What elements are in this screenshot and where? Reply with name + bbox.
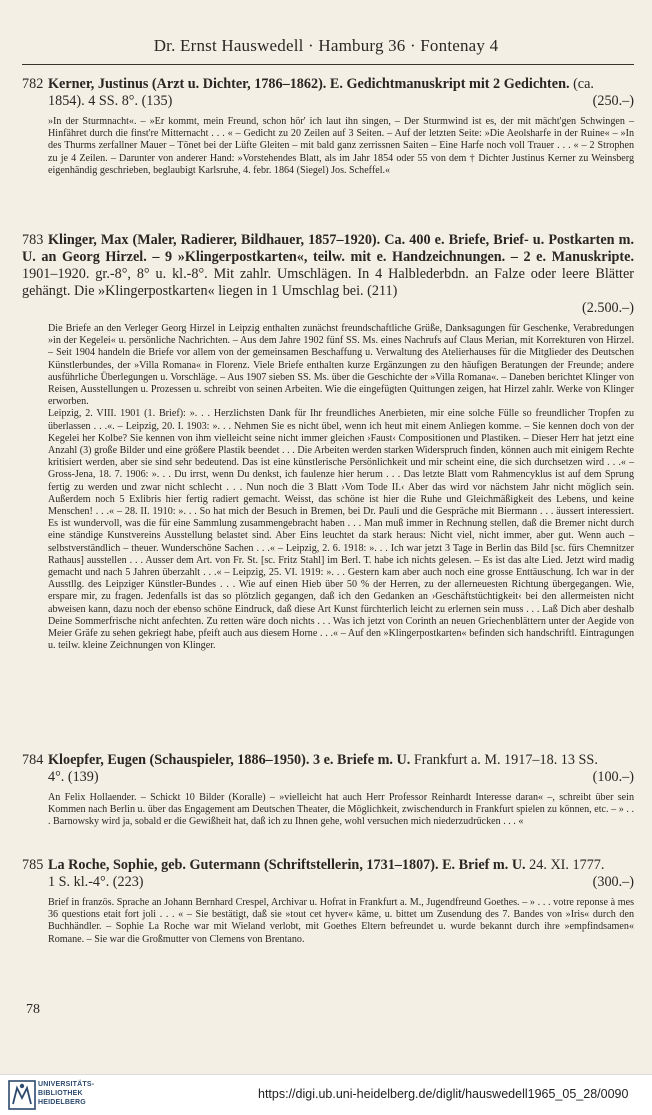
university-seal-icon xyxy=(8,1080,36,1110)
lot-number: 782 xyxy=(22,76,44,92)
lot-subline xyxy=(22,300,634,317)
lot-heading xyxy=(22,232,634,300)
description-paragraph: Leipzig, 2. VIII. 1901 (1. Brief): ». . . Herzlichsten Dank für Ihr freundliches Anerbieten, mir eine solche Fülle so freundlicher Tropfen zu überlassen . . .«. – Leipzig, 20. I. 1903: ». . . Nehmen Sie es nicht übel, wenn ich heut mit einem Anliegen komme. – Sie kennen doch von der Kegelei her Kolbe? Sie kennen von ihm vielleicht seine nicht immer gleichen ›Faust‹ Compositionen und Plastiken. – Dieser Herr hat jetzt eine Anzahl (3) große Bilder und eine größere Plastik beendet . . . Die Arbeiten werden starken Widerspruch finden, können auch mit einigem Rechte kritisiert werden, aber sie sind sehr bedeutend. Das ist eine künstlerische Persönlichkeit und mir scheint eine, die sich durchsetzen wird . . .« – Gross-Jena, 18. 7. 1906: ». . . Du irrst, wenn Du denkst, ich faulenze hier herum . . . Das letzte Blatt vom Rahmencyklus ist auf dem Sprung fertig zu werden und zwar nicht schlecht . . . Nun noch die 3 Blatt ›Vom Tode II.‹ Aber das wird vor nächstem Jahr nicht möglich sein. Außerdem noch 5 Exlibris hier fertig radiert gemacht. Weisst, das schöne ist hier die Ruhe und Gleichmäßigkeit des Lebens, und keine Menschen! . . .« – 28. II. 1910: ». . . So hat mich der Besuch in Bremen, bei Dr. Pauli und die Gespräche mit Biermann . . . äussert interessiert. Es ist wundervoll, was die für eine Sammlung zusammengebracht haben . . . Man muß immer in Rechnung stellen, daß die Bremer nicht durch eine ständige Kunstvereins Ausstellung belastet sind. Aber Eins leuchtet da stark heraus: Nicht viel, nicht immer, aber gut. Wenn auch – selbstverständlich – theuer. Wunderschöne Sachen . . .« – Leipzig, 2. 6. 1918: ». . . Ich war jetzt 3 Tage in Berlin das Bild [sc. fürs Chemnitzer Rathaus] ausstellen . . . Ausser dem Art. von Fr. St. [sc. Fritz Stahl] im Berl. T. habe ich nichts gelesen. – Es ist das alte Lied. Jetzt wird madig gemacht und nach 5 Jahren überzahlt . . .« – Leipzig, 25. VI. 1919: ». . . Gestern kam aber auch noch eine grosse Enttäuschung. Ich war in der Ausstllg. des Leipziger Künstler-Bundes . . . Wie auf einen Hieb über 50 % der Herren, zu der allerneuesten Richtung übergegangen. Wie, erspare mir, zu fragen. Jedenfalls ist das so plötzlich gegangen, daß ich den Gedanken an ›Geschäftstüchtigkeit‹ bei den allermeisten nicht abweisen kann, dazu noch der ebenso schöne Eindruck, daß diese Art Kunst fürchterlich leicht zu erlernen sein muss . . . Laß Dich aber deshalb Deine Sommerfrische nicht anfechten. Zu retten wäre doch nichts . . . Was ich jetzt von Corinth an neuen Griechenblättern unter der Aegide von Meier Gräfe zu sehen gekriegt habe, pfeift auch aus diesem Horne . . .« – Auf den »Klingerpostkarten« befinden sich handschriftl. Eintragungen u. teilw. kleine Zeichnungen von Klinger. xyxy=(48,408,634,652)
lot-details: Frankfurt a. M. 1917–18. 13 SS. xyxy=(410,752,598,768)
lot-entry-785 xyxy=(22,857,634,946)
lot-title: Kerner, Justinus (Arzt u. Dichter, 1786–1862). E. Gedichtmanuskript mit 2 Gedichten. xyxy=(48,76,570,92)
lot-description xyxy=(22,323,634,652)
digitization-footer xyxy=(0,1074,652,1115)
lot-subline xyxy=(22,93,634,110)
header-rule xyxy=(22,64,634,65)
lot-entry-782 xyxy=(22,76,634,177)
permalink[interactable]: https://digi.ub.uni-heidelberg.de/diglit/hauswedell1965_05_28/0090 xyxy=(258,1087,629,1101)
lot-number: 783 xyxy=(22,232,44,248)
lot-heading xyxy=(22,76,634,93)
lot-number: 784 xyxy=(22,752,44,768)
lot-price: (100.–) xyxy=(592,769,634,785)
lot-number: 785 xyxy=(22,857,44,873)
library-name: UNIVERSITÄTS- BIBLIOTHEK HEIDELBERG xyxy=(38,1081,95,1106)
lot-price: (250.–) xyxy=(592,93,634,109)
lot-details: 1901–1920. gr.-8°, 8° u. kl.-8°. Mit zahlr. Umschlägen. In 4 Halblederbdn. an Falze oder leere Blätter gehängt. Die »Klingerpostkarten« liegen in 1 Umschlag bei. (211) xyxy=(22,266,634,299)
lot-format: 1 S. kl.-4°. (223) xyxy=(48,874,144,890)
lot-heading xyxy=(22,752,634,769)
lot-subline xyxy=(22,874,634,891)
lot-format: 1854). 4 SS. 8°. (135) xyxy=(48,93,173,109)
description-paragraph: Brief in französ. Sprache an Johann Bernhard Crespel, Archivar u. Hofrat in Frankfurt a. M., Jugendfreund Goethes. – » . . . votre reponse à mes 36 questions etait fort joli . . . « – Sie bestätigt, daß sie »tout cet hyver« käme, u. bittet um Zusendung des 7. Bandes von »Iris« durch den Buchhändler. – Sophie La Roche war mit Wieland verlobt, mit Goethes Eltern befreundet u. wurde bekannt durch ihre »empfindsamen« Romane. – Sie war die Großmutter von Clemens von Brentano. xyxy=(48,897,634,945)
description-paragraph: An Felix Hollaender. – Schickt 10 Bilder (Koralle) – »vielleicht hat auch Herr Professor Reinhardt Interesse daran« –, schreibt über sein Kommen nach Berlin u. über das Engagement am Deutschen Theater, die Möglichkeit, zwischendurch in Frankfurt spielen zu können, etc. – » . . . Barnowsky wird ja, sobald er die Gewißheit hat, daß ich zu Ihnen gehe, wohl versuchen mich niederzudrücken . . . « xyxy=(48,792,634,828)
lot-heading xyxy=(22,857,634,874)
lot-description xyxy=(22,897,634,946)
lot-title: Kloepfer, Eugen (Schauspieler, 1886–1950). 3 e. Briefe m. U. xyxy=(48,752,411,768)
lot-details: 24. XI. 1777. xyxy=(525,857,605,873)
page-number: 78 xyxy=(26,1002,40,1017)
lot-title: La Roche, Sophie, geb. Gutermann (Schriftstellerin, 1731–1807). E. Brief m. U. xyxy=(48,857,526,873)
lot-title: Klinger, Max (Maler, Radierer, Bildhauer, 1857–1920). Ca. 400 e. Briefe, Brief- u. Postkarten m. U. an Georg Hirzel. – 9 »Klingerpostkarten«, teilw. mit e. Handzeichnungen. – 2 e. Manuskripte. xyxy=(22,232,634,265)
lot-entry-783 xyxy=(22,232,634,652)
running-head: Dr. Ernst Hauswedell · Hamburg 36 · Fontenay 4 xyxy=(153,36,499,55)
lot-price: (300.–) xyxy=(592,874,634,890)
lot-entry-784 xyxy=(22,752,634,829)
lot-subline xyxy=(22,769,634,786)
lot-details: (ca. xyxy=(569,76,594,92)
lot-description xyxy=(22,116,634,177)
description-paragraph: »In der Sturmnacht«. – »Er kommt, mein Freund, schon hör' ich laut ihn singen, – Der Sturmwind ist es, der mit mächt'gen Schwingen – Hinfähret durch die finst're Mitternacht . . . « – Gedicht zu 20 Zeilen auf 3 Seiten. – Auf der letzten Seite: »Die Aeolsharfe in der Ruine« – »In des Thurms zerfallner Mauer – Tönet bei der Lüfte Gleiten – mit bald ganz zerrissnen Saiten – Eine Harfe noch voll Trauer . . . « – 2 Strophen zu je 4 Zeilen. – Darunter von anderer Hand: »Vorstehendes Blatt, als im Jahr 1854 oder 55 von dem † Dichter Justinus Kerner zu Weinsberg eigenhändig geschrieben, beglaubigt Karlsruhe, 4. febr. 1864 (Siegel) Jos. Scheffel.« xyxy=(48,116,634,176)
lot-price: (2.500.–) xyxy=(581,300,634,316)
lot-description xyxy=(22,792,634,829)
lot-format: 4°. (139) xyxy=(48,769,99,785)
description-paragraph: Die Briefe an den Verleger Georg Hirzel in Leipzig enthalten zunächst freundschaftliche Grüße, Danksagungen für Geschenke, Verabredungen »in der Kegelei« u. persönliche Nachrichten. – Aus dem Jahre 1902 fünf SS. Ms. eines Nachrufs auf Claus Merian, mit Korrekturen von Hirzel. – Seit 1904 handeln die Briefe vor allem von der gemeinsamen Beschaffung u. Verwaltung des Atelierhauses für die Mitglieder des Deutschen Künstlerbundes, der »Villa Romana« in Florenz. Viele Briefe enthalten kurze Ergänzungen zu den häufigen Beratungen der Freunde; andere ausführliche Überlegungen u. Vorschläge. – Aus 1907 sieben SS. Ms. über die Geschichte der »Villa Romana«. – Daneben berichtet Klinger von Reisen, Ausstellungen u. Prozessen u. schreibt von seinen Arbeiten. Wie die eingefügten Quittungen zeigen, hat Hirzel zahlr. Werke von Klinger erworben. xyxy=(48,323,634,408)
